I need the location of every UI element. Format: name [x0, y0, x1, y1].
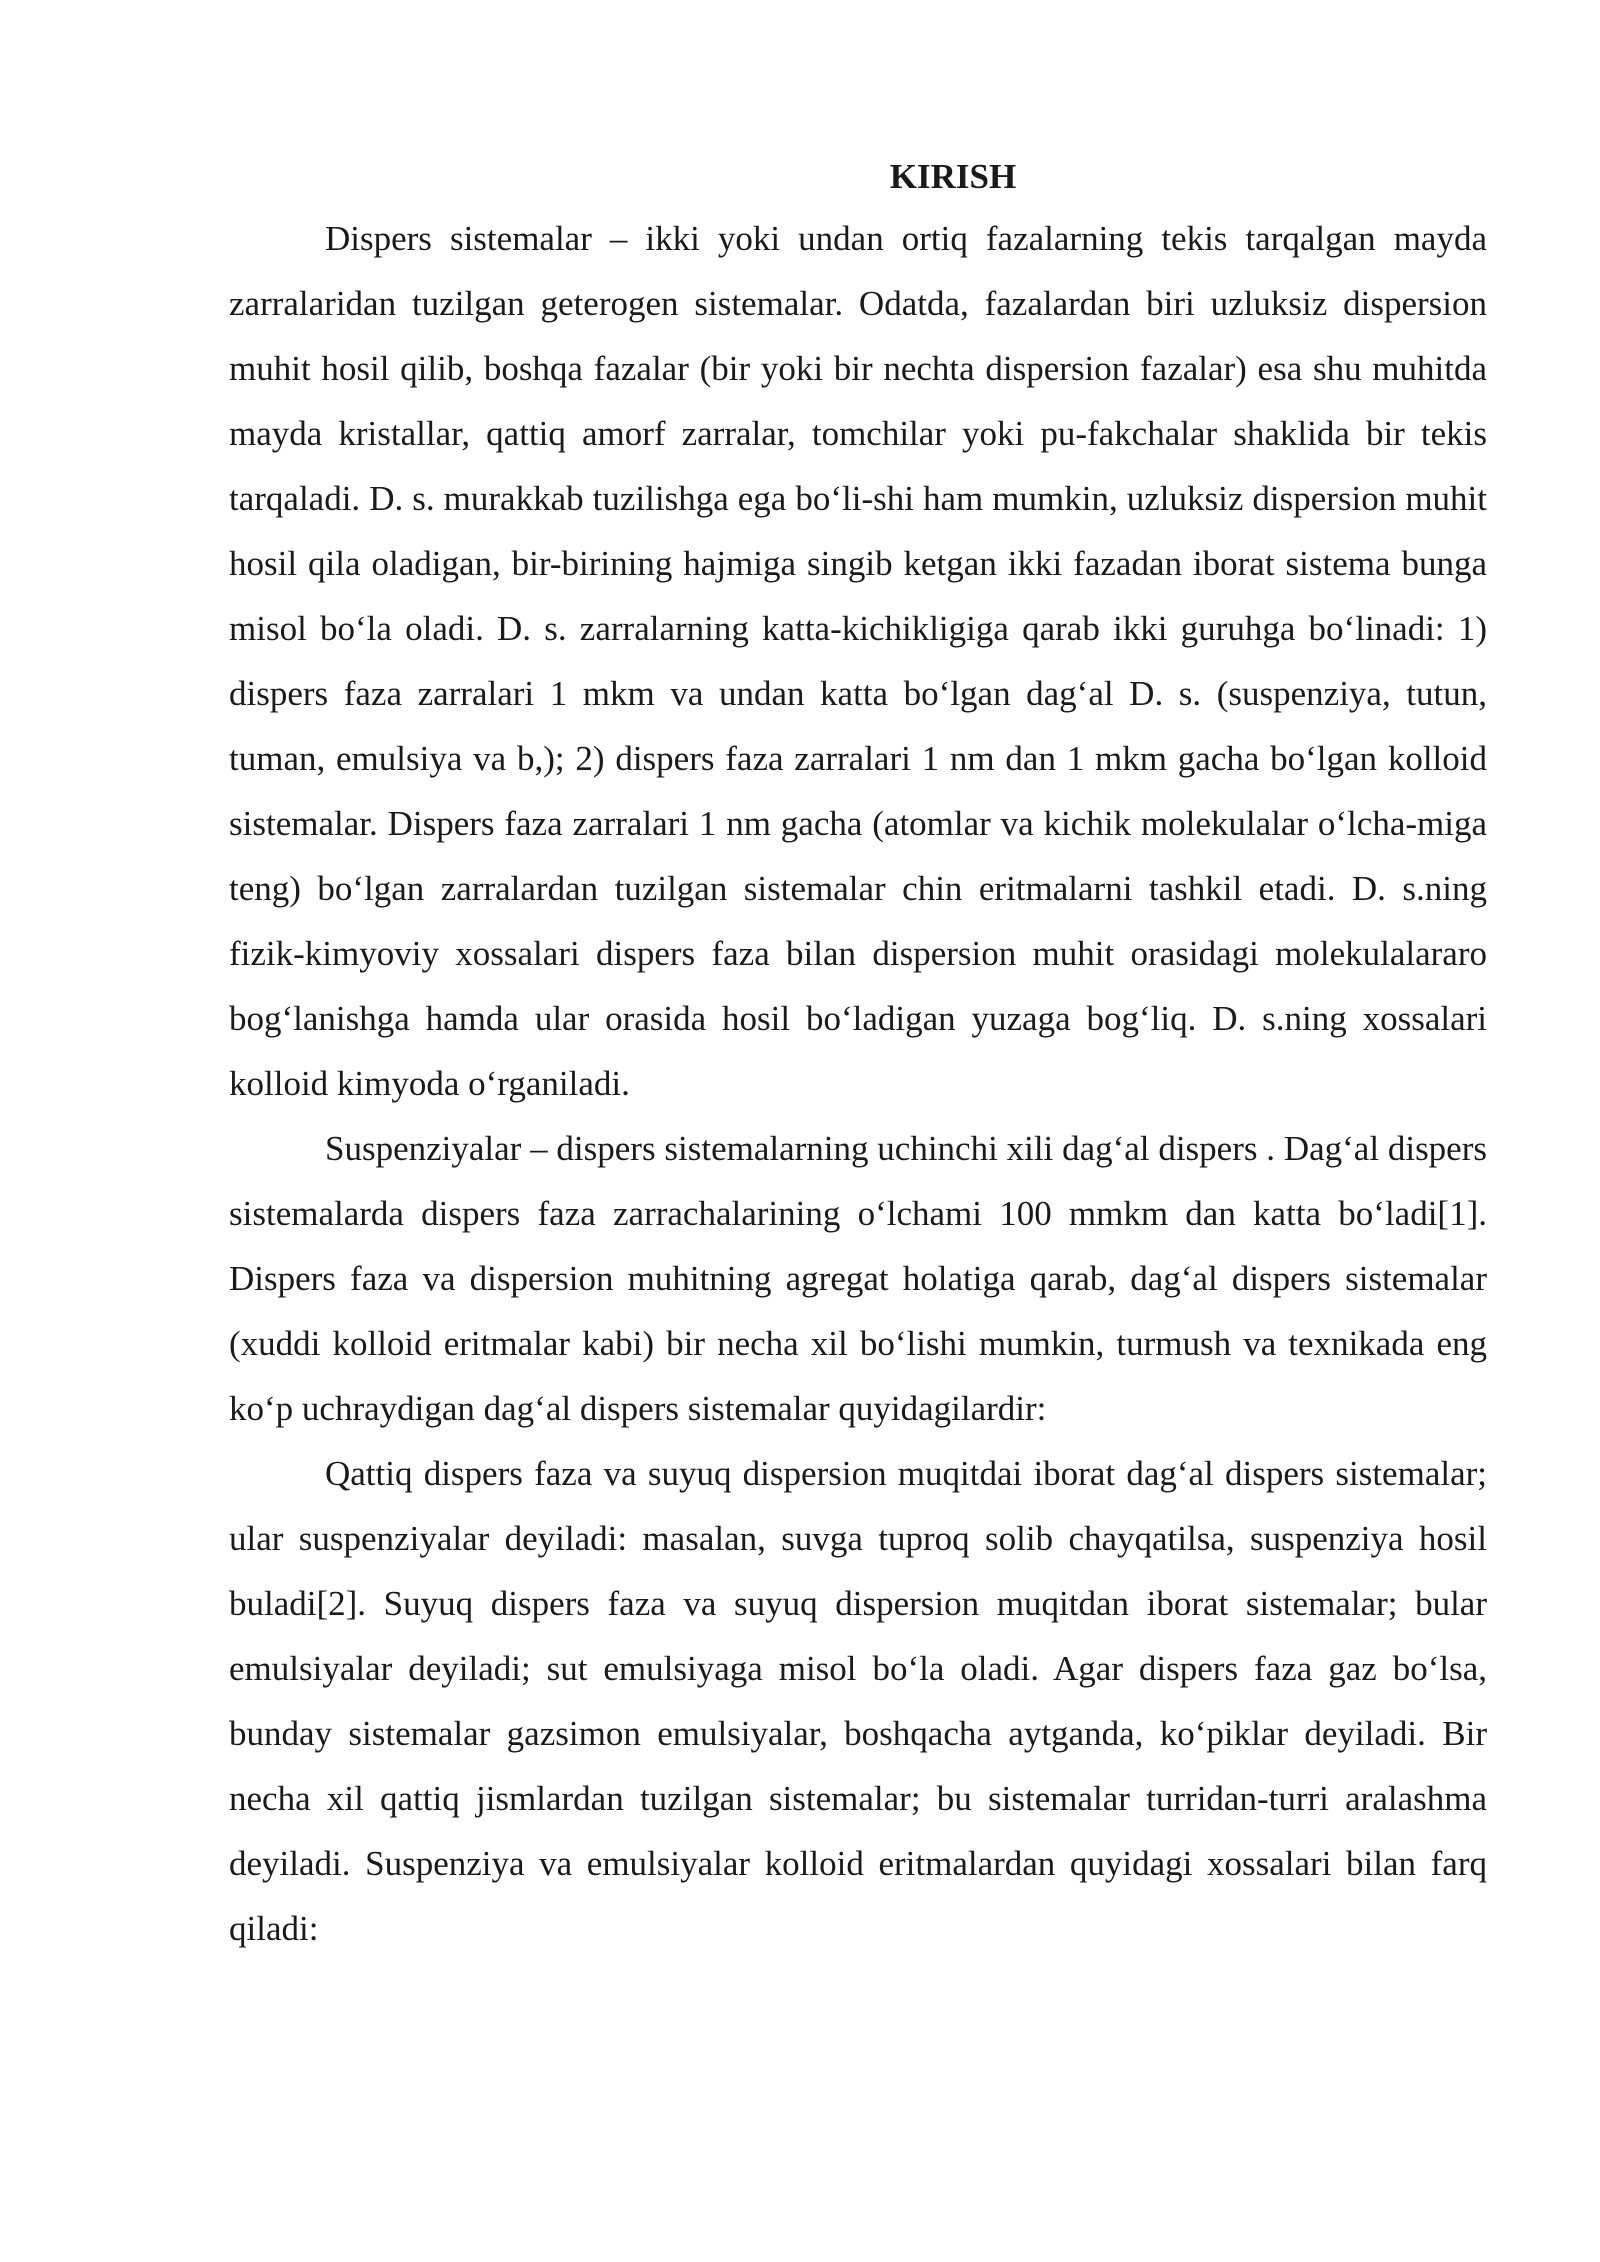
paragraph-qattiq-dispers-faza: Qattiq dispers faza va suyuq dispersion muqitdai iborat dagʻal dispers sistemalar; ular suspenziyalar deyiladi: masalan, suvga tuproq solib chayqatilsa, suspenziya hosil buladi[2]. Suyuq dispers faza va suyuq dispersion muqitdan iborat sistemalar; bular emulsiyalar deyiladi; sut emulsiyaga misol boʻla oladi. Agar dispers faza gaz boʻlsa, bunday sistemalar gazsimon emulsiyalar, boshqacha aytganda, koʻpiklar deyiladi. Bir necha xil qattiq jismlardan tuzilgan sistemalar; bu sistemalar turridan-turri aralashma deyiladi. Suspenziya va emulsiyalar kolloid eritmalardan quyidagi xossalari bilan farq qiladi:	[229, 1454, 1487, 1948]
document-body	[229, 148, 1487, 1961]
paragraph-suspenziyalar: Suspenziyalar – dispers sistemalarning uchinchi xili dagʻal dispers . Dagʻal dispers sistemalarda dispers faza zarrachalarining oʻlchami 100 mmkm dan katta boʻladi[1]. Dispers faza va dispersion muhitning agregat holatiga qarab, dagʻal dispers sistemalar (xuddi kolloid eritmalar kabi) bir necha xil boʻlishi mumkin, turmush va texnikada eng koʻp uchraydigan dagʻal dispers sistemalar quyidagilardir:	[229, 1129, 1487, 1428]
paragraph-dispers-sistemalar: Dispers sistemalar – ikki yoki undan ortiq fazalarning tekis tarqalgan mayda zarralaridan tuzilgan geterogen sistemalar. Odatda, fazalardan biri uzluksiz dispersion muhit hosil qilib, boshqa fazalar (bir yoki bir nechta dispersion fazalar) esa shu muhitda mayda kristallar, qattiq amorf zarralar, tomchilar yoki pu-fakchalar shaklida bir tekis tarqaladi. D. s. murakkab tuzilishga ega boʻli-shi ham mumkin, uzluksiz dispersion muhit hosil qila oladigan, bir-birining hajmiga singib ketgan ikki fazadan iborat sistema bunga misol boʻla oladi. D. s. zarralarning katta-kichikligiga qarab ikki guruhga boʻlinadi: 1) dispers faza zarralari 1 mkm va undan katta boʻlgan dagʻal D. s. (suspenziya, tutun, tuman, emulsiya va b,); 2) dispers faza zarralari 1 nm dan 1 mkm gacha boʻlgan kolloid sistemalar. Dispers faza zarralari 1 nm gacha (atomlar va kichik molekulalar oʻlcha-miga teng) boʻlgan zarralardan tuzilgan sistemalar chin eritmalarni tashkil etadi. D. s.ning fizik-kimyoviy xossalari dispers faza bilan dispersion muhit orasidagi molekulalararo bogʻlanishga hamda ular orasida hosil boʻladigan yuzaga bogʻliq. D. s.ning xossalari kolloid kimyoda oʻrganiladi.	[229, 219, 1487, 1103]
page-title: KIRISH	[889, 157, 1017, 196]
